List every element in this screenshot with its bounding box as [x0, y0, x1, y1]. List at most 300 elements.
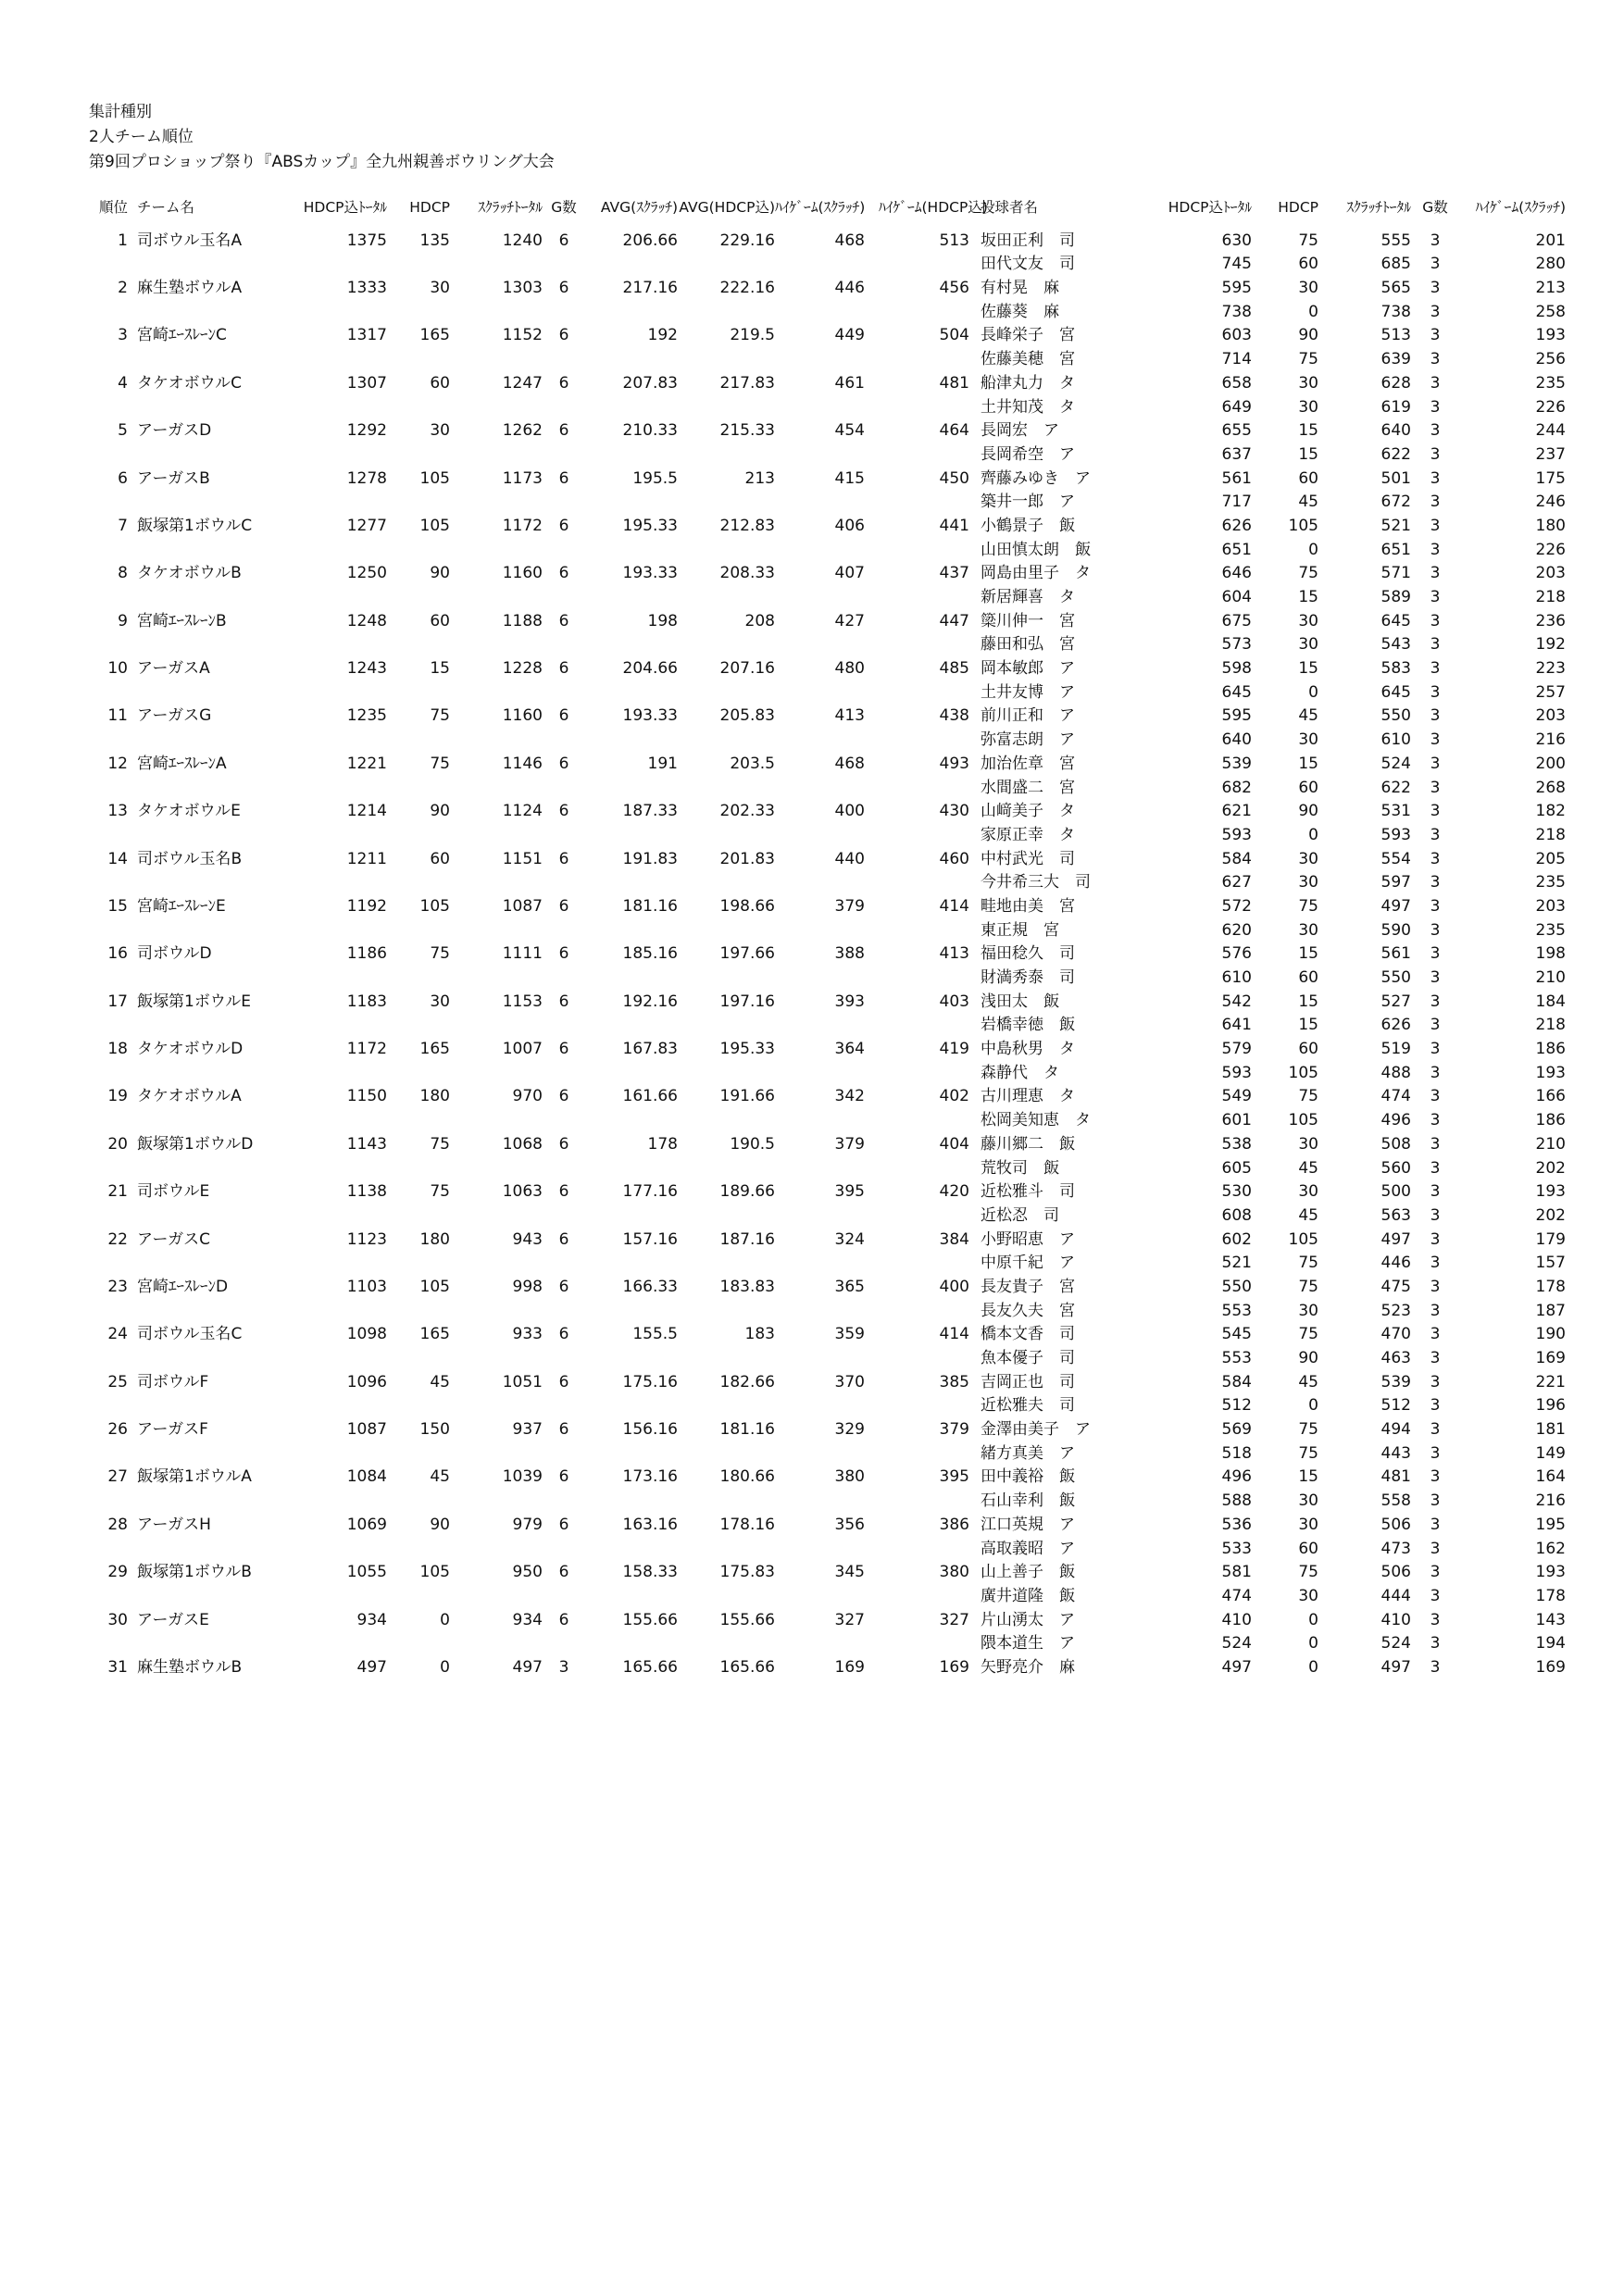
cell-player-scratch-total: 508 — [1380, 1134, 1411, 1154]
cell-hdcp — [387, 633, 450, 657]
cell-player-scratch-total: 470 — [1380, 1325, 1411, 1344]
cell-high-scratch: 407 — [834, 564, 865, 583]
cell-scratch-total — [450, 586, 543, 610]
ranking-type-label: 2人チーム順位 — [89, 128, 194, 146]
cell-player-games: 3 — [1430, 1372, 1441, 1391]
cell-player-name: 福田稔久 司 — [981, 944, 1075, 964]
cell-hdcp — [387, 1442, 450, 1466]
cell-player-high: 149 — [1535, 1443, 1566, 1463]
cell-avg-hdcp — [678, 1347, 775, 1371]
cell-high-scratch — [775, 1394, 879, 1418]
cell-avg-scratch: 192.16 — [622, 992, 678, 1011]
cell-player-games: 3 — [1430, 659, 1441, 679]
cell-player-name: 築井一郎 ア — [981, 493, 1075, 512]
cell-player-hdcp-total: 553 — [1221, 1301, 1252, 1320]
cell-player-name: 前川正和 ア — [981, 706, 1075, 726]
cell-games — [543, 443, 585, 468]
cell-player-games: 3 — [1430, 682, 1441, 702]
cell-player-name: 長岡宏 ア — [981, 421, 1059, 441]
cell-player-hdcp: 30 — [1298, 279, 1318, 298]
cell-scratch-total: 970 — [512, 1087, 543, 1106]
cell-high-hdcp — [879, 1300, 969, 1324]
cell-player-scratch-total: 619 — [1380, 397, 1411, 417]
cell-avg-hdcp: 165.66 — [719, 1657, 775, 1677]
cell-scratch-total: 1151 — [502, 849, 543, 868]
cell-high-scratch — [775, 1157, 879, 1181]
cell-games: 6 — [558, 231, 569, 250]
cell-hdcp: 90 — [430, 564, 450, 583]
cell-games — [543, 824, 585, 848]
cell-avg-hdcp: 198.66 — [719, 896, 775, 916]
cell-hdcp — [387, 1157, 450, 1181]
cell-high-hdcp — [879, 301, 969, 325]
cell-high-hdcp — [879, 824, 969, 848]
cell-high-hdcp: 402 — [939, 1087, 969, 1106]
cell-high-scratch: 480 — [834, 659, 865, 679]
cell-player-hdcp: 15 — [1298, 1467, 1318, 1487]
team-row — [81, 277, 1591, 301]
cell-games: 6 — [558, 1563, 569, 1582]
cell-avg-scratch — [585, 1442, 678, 1466]
cell-player-scratch-total: 560 — [1380, 1158, 1411, 1178]
cell-hdcp — [387, 253, 450, 277]
cell-player-hdcp-total: 474 — [1221, 1586, 1252, 1605]
cell-hdcp-total: 1235 — [346, 706, 387, 726]
cell-avg-hdcp: 222.16 — [719, 279, 775, 298]
cell-player-hdcp-total: 640 — [1221, 730, 1252, 750]
cell-team — [128, 1300, 290, 1324]
cell-hdcp — [387, 1632, 450, 1656]
cell-avg-scratch — [585, 633, 678, 657]
cell-high-hdcp — [879, 919, 969, 943]
cell-rank: 27 — [107, 1467, 128, 1487]
cell-team — [128, 253, 290, 277]
cell-player-high: 244 — [1535, 421, 1566, 441]
cell-avg-scratch: 175.16 — [622, 1372, 678, 1391]
cell-hdcp — [387, 1490, 450, 1514]
cell-player-hdcp: 75 — [1298, 1420, 1318, 1440]
header-player-scratch-total: ｽｸﾗｯﾁﾄｰﾀﾙ — [1346, 199, 1411, 216]
cell-team — [128, 1585, 290, 1609]
cell-avg-hdcp: 187.16 — [719, 1229, 775, 1249]
cell-player-games: 3 — [1430, 1563, 1441, 1582]
cell-scratch-total: 1068 — [502, 1134, 543, 1154]
cell-player-name: 魚本優子 司 — [981, 1349, 1075, 1367]
player-row — [81, 681, 1591, 705]
cell-team: アーガスG — [137, 706, 212, 726]
cell-scratch-total — [450, 824, 543, 848]
cell-rank: 15 — [107, 896, 128, 916]
cell-scratch-total — [450, 1157, 543, 1181]
cell-player-hdcp-total: 410 — [1221, 1610, 1252, 1629]
cell-team: 司ボウル玉名B — [137, 849, 243, 868]
cell-high-hdcp — [879, 1157, 969, 1181]
cell-player-name: 簗川伸一 宮 — [981, 611, 1075, 630]
cell-player-games: 3 — [1430, 255, 1441, 274]
results-table — [81, 196, 1591, 1680]
cell-hdcp-total — [290, 824, 387, 848]
cell-player-high: 187 — [1535, 1301, 1566, 1320]
cell-scratch-total: 943 — [512, 1229, 543, 1249]
cell-hdcp-total — [290, 586, 387, 610]
cell-avg-hdcp: 215.33 — [719, 421, 775, 441]
cell-team — [128, 919, 290, 943]
cell-player-games: 3 — [1430, 849, 1441, 868]
cell-hdcp-total — [290, 1252, 387, 1276]
cell-scratch-total: 1172 — [502, 516, 543, 535]
cell-player-hdcp: 30 — [1298, 1515, 1318, 1534]
cell-player-hdcp: 60 — [1298, 968, 1318, 987]
cell-avg-hdcp — [678, 253, 775, 277]
cell-scratch-total — [450, 1109, 543, 1133]
cell-high-scratch: 468 — [834, 754, 865, 773]
cell-rank — [81, 1538, 128, 1562]
cell-player-hdcp: 105 — [1288, 1111, 1318, 1130]
cell-rank: 17 — [107, 992, 128, 1011]
cell-hdcp: 180 — [419, 1229, 450, 1249]
cell-games — [543, 253, 585, 277]
cell-player-high: 235 — [1535, 873, 1566, 892]
cell-scratch-total — [450, 777, 543, 801]
header-avg-scratch: AVG(ｽｸﾗｯﾁ) — [600, 199, 678, 216]
cell-player-name: 新居輝喜 タ — [981, 588, 1075, 606]
cell-team: アーガスC — [137, 1229, 211, 1249]
cell-player-hdcp: 30 — [1298, 1134, 1318, 1154]
cell-player-high: 193 — [1535, 1182, 1566, 1202]
cell-player-name: 佐藤葵 麻 — [981, 302, 1059, 321]
cell-high-hdcp: 379 — [939, 1420, 969, 1440]
cell-scratch-total: 998 — [512, 1277, 543, 1296]
cell-player-high: 210 — [1535, 968, 1566, 987]
cell-team: 飯塚第1ボウルC — [137, 516, 253, 535]
cell-player-hdcp: 75 — [1298, 1325, 1318, 1344]
cell-team: 飯塚第1ボウルA — [137, 1467, 252, 1487]
cell-rank: 29 — [107, 1563, 128, 1582]
cell-player-name: 近松忍 司 — [981, 1205, 1059, 1225]
table-header-row — [81, 196, 1591, 220]
cell-team: 司ボウルF — [137, 1372, 209, 1391]
cell-rank — [81, 871, 128, 895]
cell-high-scratch — [775, 1062, 879, 1086]
player-row — [81, 633, 1591, 657]
cell-player-hdcp: 75 — [1298, 350, 1318, 369]
cell-player-hdcp: 0 — [1308, 1634, 1318, 1653]
cell-player-hdcp: 15 — [1298, 659, 1318, 679]
cell-player-scratch-total: 597 — [1380, 873, 1411, 892]
cell-high-scratch: 440 — [834, 849, 865, 868]
player-row — [81, 1109, 1591, 1133]
cell-high-hdcp — [879, 443, 969, 468]
cell-hdcp — [387, 1300, 450, 1324]
cell-games: 6 — [558, 421, 569, 441]
cell-games: 6 — [558, 1420, 569, 1440]
team-row — [81, 1418, 1591, 1442]
cell-high-hdcp: 456 — [939, 279, 969, 298]
cell-scratch-total: 497 — [512, 1657, 543, 1677]
cell-player-games: 3 — [1430, 279, 1441, 298]
cell-scratch-total — [450, 1538, 543, 1562]
cell-games: 6 — [558, 802, 569, 821]
cell-games — [543, 1632, 585, 1656]
cell-avg-scratch: 207.83 — [622, 373, 678, 393]
cell-player-games: 3 — [1430, 373, 1441, 393]
player-row — [81, 1157, 1591, 1181]
cell-high-hdcp: 450 — [939, 468, 969, 488]
cell-player-scratch-total: 497 — [1380, 1657, 1411, 1677]
cell-player-high: 196 — [1535, 1396, 1566, 1416]
cell-player-high: 193 — [1535, 326, 1566, 345]
cell-hdcp: 90 — [430, 1515, 450, 1534]
team-row — [81, 468, 1591, 492]
cell-games: 6 — [558, 468, 569, 488]
cell-player-hdcp: 45 — [1298, 1372, 1318, 1391]
cell-player-games: 3 — [1430, 992, 1441, 1011]
cell-avg-scratch: 173.16 — [622, 1467, 678, 1487]
cell-player-hdcp-total: 542 — [1221, 992, 1252, 1011]
cell-avg-scratch — [585, 396, 678, 420]
cell-games — [543, 539, 585, 563]
header-player-name: 投球者名 — [981, 199, 1039, 216]
cell-games: 6 — [558, 1277, 569, 1296]
cell-avg-hdcp — [678, 1157, 775, 1181]
cell-scratch-total — [450, 871, 543, 895]
cell-avg-hdcp: 183 — [744, 1325, 775, 1344]
cell-player-hdcp: 15 — [1298, 1016, 1318, 1035]
cell-player-scratch-total: 494 — [1380, 1420, 1411, 1440]
cell-hdcp-total: 1098 — [346, 1325, 387, 1344]
cell-player-scratch-total: 672 — [1380, 493, 1411, 512]
cell-scratch-total — [450, 1062, 543, 1086]
cell-high-hdcp: 419 — [939, 1040, 969, 1059]
cell-player-hdcp-total: 588 — [1221, 1491, 1252, 1511]
cell-avg-scratch — [585, 491, 678, 515]
cell-high-scratch: 324 — [834, 1229, 865, 1249]
cell-player-hdcp: 30 — [1298, 635, 1318, 655]
cell-scratch-total: 937 — [512, 1420, 543, 1440]
player-row — [81, 539, 1591, 563]
cell-player-games: 3 — [1430, 1087, 1441, 1106]
cell-rank — [81, 348, 128, 372]
cell-avg-scratch — [585, 253, 678, 277]
cell-hdcp — [387, 1109, 450, 1133]
cell-rank — [81, 681, 128, 705]
cell-player-name: 石山幸利 飯 — [981, 1491, 1075, 1511]
cell-high-scratch — [775, 967, 879, 991]
cell-rank — [81, 1585, 128, 1609]
team-row — [81, 1656, 1591, 1680]
cell-hdcp-total: 1186 — [346, 944, 387, 964]
cell-high-scratch: 415 — [834, 468, 865, 488]
cell-player-hdcp: 60 — [1298, 468, 1318, 488]
cell-hdcp-total: 1214 — [346, 802, 387, 821]
cell-high-scratch: 379 — [834, 896, 865, 916]
cell-hdcp-total — [290, 1394, 387, 1418]
cell-avg-scratch — [585, 824, 678, 848]
cell-high-hdcp — [879, 633, 969, 657]
player-row — [81, 1300, 1591, 1324]
cell-player-scratch-total: 645 — [1380, 682, 1411, 702]
cell-player-scratch-total: 550 — [1380, 968, 1411, 987]
player-row — [81, 1347, 1591, 1371]
cell-team — [128, 777, 290, 801]
cell-avg-hdcp — [678, 1394, 775, 1418]
cell-hdcp-total — [290, 396, 387, 420]
cell-hdcp — [387, 681, 450, 705]
cell-player-high: 182 — [1535, 802, 1566, 821]
cell-player-games: 3 — [1430, 397, 1441, 417]
cell-hdcp-total — [290, 777, 387, 801]
team-row — [81, 705, 1591, 729]
cell-hdcp-total — [290, 681, 387, 705]
cell-high-scratch: 413 — [834, 706, 865, 726]
cell-games — [543, 1585, 585, 1609]
cell-hdcp — [387, 1394, 450, 1418]
cell-hdcp — [387, 1347, 450, 1371]
cell-avg-hdcp: 208 — [744, 611, 775, 630]
cell-high-hdcp — [879, 1490, 969, 1514]
cell-games: 6 — [558, 754, 569, 773]
cell-team: タケオボウルE — [137, 802, 241, 821]
cell-hdcp: 105 — [419, 896, 450, 916]
cell-avg-hdcp — [678, 1252, 775, 1276]
header-game-count: G数 — [551, 199, 577, 216]
cell-player-hdcp: 75 — [1298, 1254, 1318, 1273]
cell-player-scratch-total: 512 — [1380, 1396, 1411, 1416]
cell-rank — [81, 1300, 128, 1324]
cell-high-hdcp — [879, 1109, 969, 1133]
cell-scratch-total: 979 — [512, 1515, 543, 1534]
cell-player-scratch-total: 521 — [1380, 516, 1411, 535]
cell-high-scratch — [775, 919, 879, 943]
cell-player-games: 3 — [1430, 1443, 1441, 1463]
cell-avg-scratch — [585, 871, 678, 895]
cell-high-scratch — [775, 871, 879, 895]
cell-player-name: 田代文友 司 — [981, 255, 1075, 274]
cell-team — [128, 1632, 290, 1656]
cell-avg-hdcp: 208.33 — [719, 564, 775, 583]
cell-rank — [81, 633, 128, 657]
cell-player-hdcp: 60 — [1298, 1539, 1318, 1558]
cell-team: 宮崎ｴｰｽﾚｰﾝC — [137, 326, 227, 345]
cell-avg-scratch — [585, 539, 678, 563]
cell-player-high: 268 — [1535, 778, 1566, 797]
cell-games: 6 — [558, 326, 569, 345]
cell-hdcp-total: 1192 — [346, 896, 387, 916]
cell-team: 司ボウル玉名A — [137, 231, 243, 250]
cell-player-hdcp-total: 630 — [1221, 231, 1252, 250]
cell-player-name: 小鶴景子 飯 — [981, 516, 1075, 535]
cell-high-scratch: 449 — [834, 326, 865, 345]
cell-team — [128, 1538, 290, 1562]
cell-player-high: 280 — [1535, 255, 1566, 274]
cell-high-hdcp: 485 — [939, 659, 969, 679]
cell-rank — [81, 1062, 128, 1086]
cell-high-scratch — [775, 824, 879, 848]
cell-rank: 19 — [107, 1087, 128, 1106]
cell-avg-scratch — [585, 443, 678, 468]
cell-high-hdcp — [879, 491, 969, 515]
cell-high-hdcp — [879, 1538, 969, 1562]
cell-avg-scratch — [585, 301, 678, 325]
cell-games: 6 — [558, 659, 569, 679]
cell-rank — [81, 253, 128, 277]
cell-player-games: 3 — [1430, 516, 1441, 535]
cell-games — [543, 586, 585, 610]
cell-player-hdcp-total: 595 — [1221, 279, 1252, 298]
cell-rank: 31 — [107, 1657, 128, 1677]
cell-player-hdcp: 0 — [1308, 1610, 1318, 1629]
cell-team: 宮崎ｴｰｽﾚｰﾝE — [137, 896, 226, 916]
cell-rank: 20 — [107, 1134, 128, 1154]
cell-player-hdcp-total: 593 — [1221, 1063, 1252, 1082]
cell-high-scratch: 365 — [834, 1277, 865, 1296]
cell-player-hdcp-total: 550 — [1221, 1277, 1252, 1296]
cell-hdcp-total: 1183 — [346, 992, 387, 1011]
cell-scratch-total — [450, 396, 543, 420]
cell-high-scratch: 345 — [834, 1563, 865, 1582]
cell-player-scratch-total: 590 — [1380, 920, 1411, 940]
cell-avg-hdcp: 181.16 — [719, 1420, 775, 1440]
cell-hdcp-total: 1211 — [346, 849, 387, 868]
cell-hdcp-total: 1087 — [346, 1420, 387, 1440]
cell-high-hdcp — [879, 1014, 969, 1038]
cell-rank: 21 — [107, 1182, 128, 1202]
cell-player-hdcp: 75 — [1298, 1563, 1318, 1582]
cell-avg-scratch: 165.66 — [622, 1657, 678, 1677]
cell-player-hdcp-total: 651 — [1221, 540, 1252, 559]
cell-hdcp-total — [290, 1442, 387, 1466]
header-player-hdcp: HDCP — [1278, 199, 1318, 216]
cell-player-scratch-total: 622 — [1380, 444, 1411, 464]
cell-scratch-total: 1124 — [502, 802, 543, 821]
cell-player-hdcp-total: 714 — [1221, 350, 1252, 369]
cell-avg-hdcp: 202.33 — [719, 802, 775, 821]
cell-player-hdcp-total: 497 — [1221, 1657, 1252, 1677]
cell-avg-hdcp: 189.66 — [719, 1182, 775, 1202]
cell-scratch-total — [450, 681, 543, 705]
cell-games — [543, 301, 585, 325]
cell-high-scratch: 406 — [834, 516, 865, 535]
cell-hdcp-total — [290, 491, 387, 515]
cell-scratch-total — [450, 348, 543, 372]
cell-avg-scratch — [585, 1204, 678, 1229]
cell-games — [543, 348, 585, 372]
cell-rank: 4 — [118, 373, 128, 393]
cell-scratch-total: 1247 — [502, 373, 543, 393]
cell-avg-scratch: 167.83 — [622, 1040, 678, 1059]
cell-player-games: 3 — [1430, 1134, 1441, 1154]
cell-rank: 25 — [107, 1372, 128, 1391]
cell-scratch-total: 1063 — [502, 1182, 543, 1202]
cell-games — [543, 729, 585, 753]
cell-hdcp — [387, 1538, 450, 1562]
cell-hdcp: 60 — [430, 849, 450, 868]
cell-high-hdcp — [879, 1394, 969, 1418]
cell-player-high: 194 — [1535, 1634, 1566, 1653]
player-row — [81, 871, 1591, 895]
cell-player-hdcp: 30 — [1298, 1491, 1318, 1511]
team-row — [81, 895, 1591, 919]
cell-player-hdcp-total: 584 — [1221, 849, 1252, 868]
cell-avg-hdcp: 197.66 — [719, 944, 775, 964]
cell-player-name: 藤田和弘 宮 — [981, 635, 1075, 655]
cell-player-hdcp-total: 658 — [1221, 373, 1252, 393]
cell-player-name: 岡本敏郎 ア — [981, 659, 1075, 679]
cell-player-hdcp-total: 608 — [1221, 1205, 1252, 1225]
cell-player-high: 218 — [1535, 1016, 1566, 1035]
cell-high-hdcp: 447 — [939, 611, 969, 630]
cell-player-scratch-total: 651 — [1380, 540, 1411, 559]
